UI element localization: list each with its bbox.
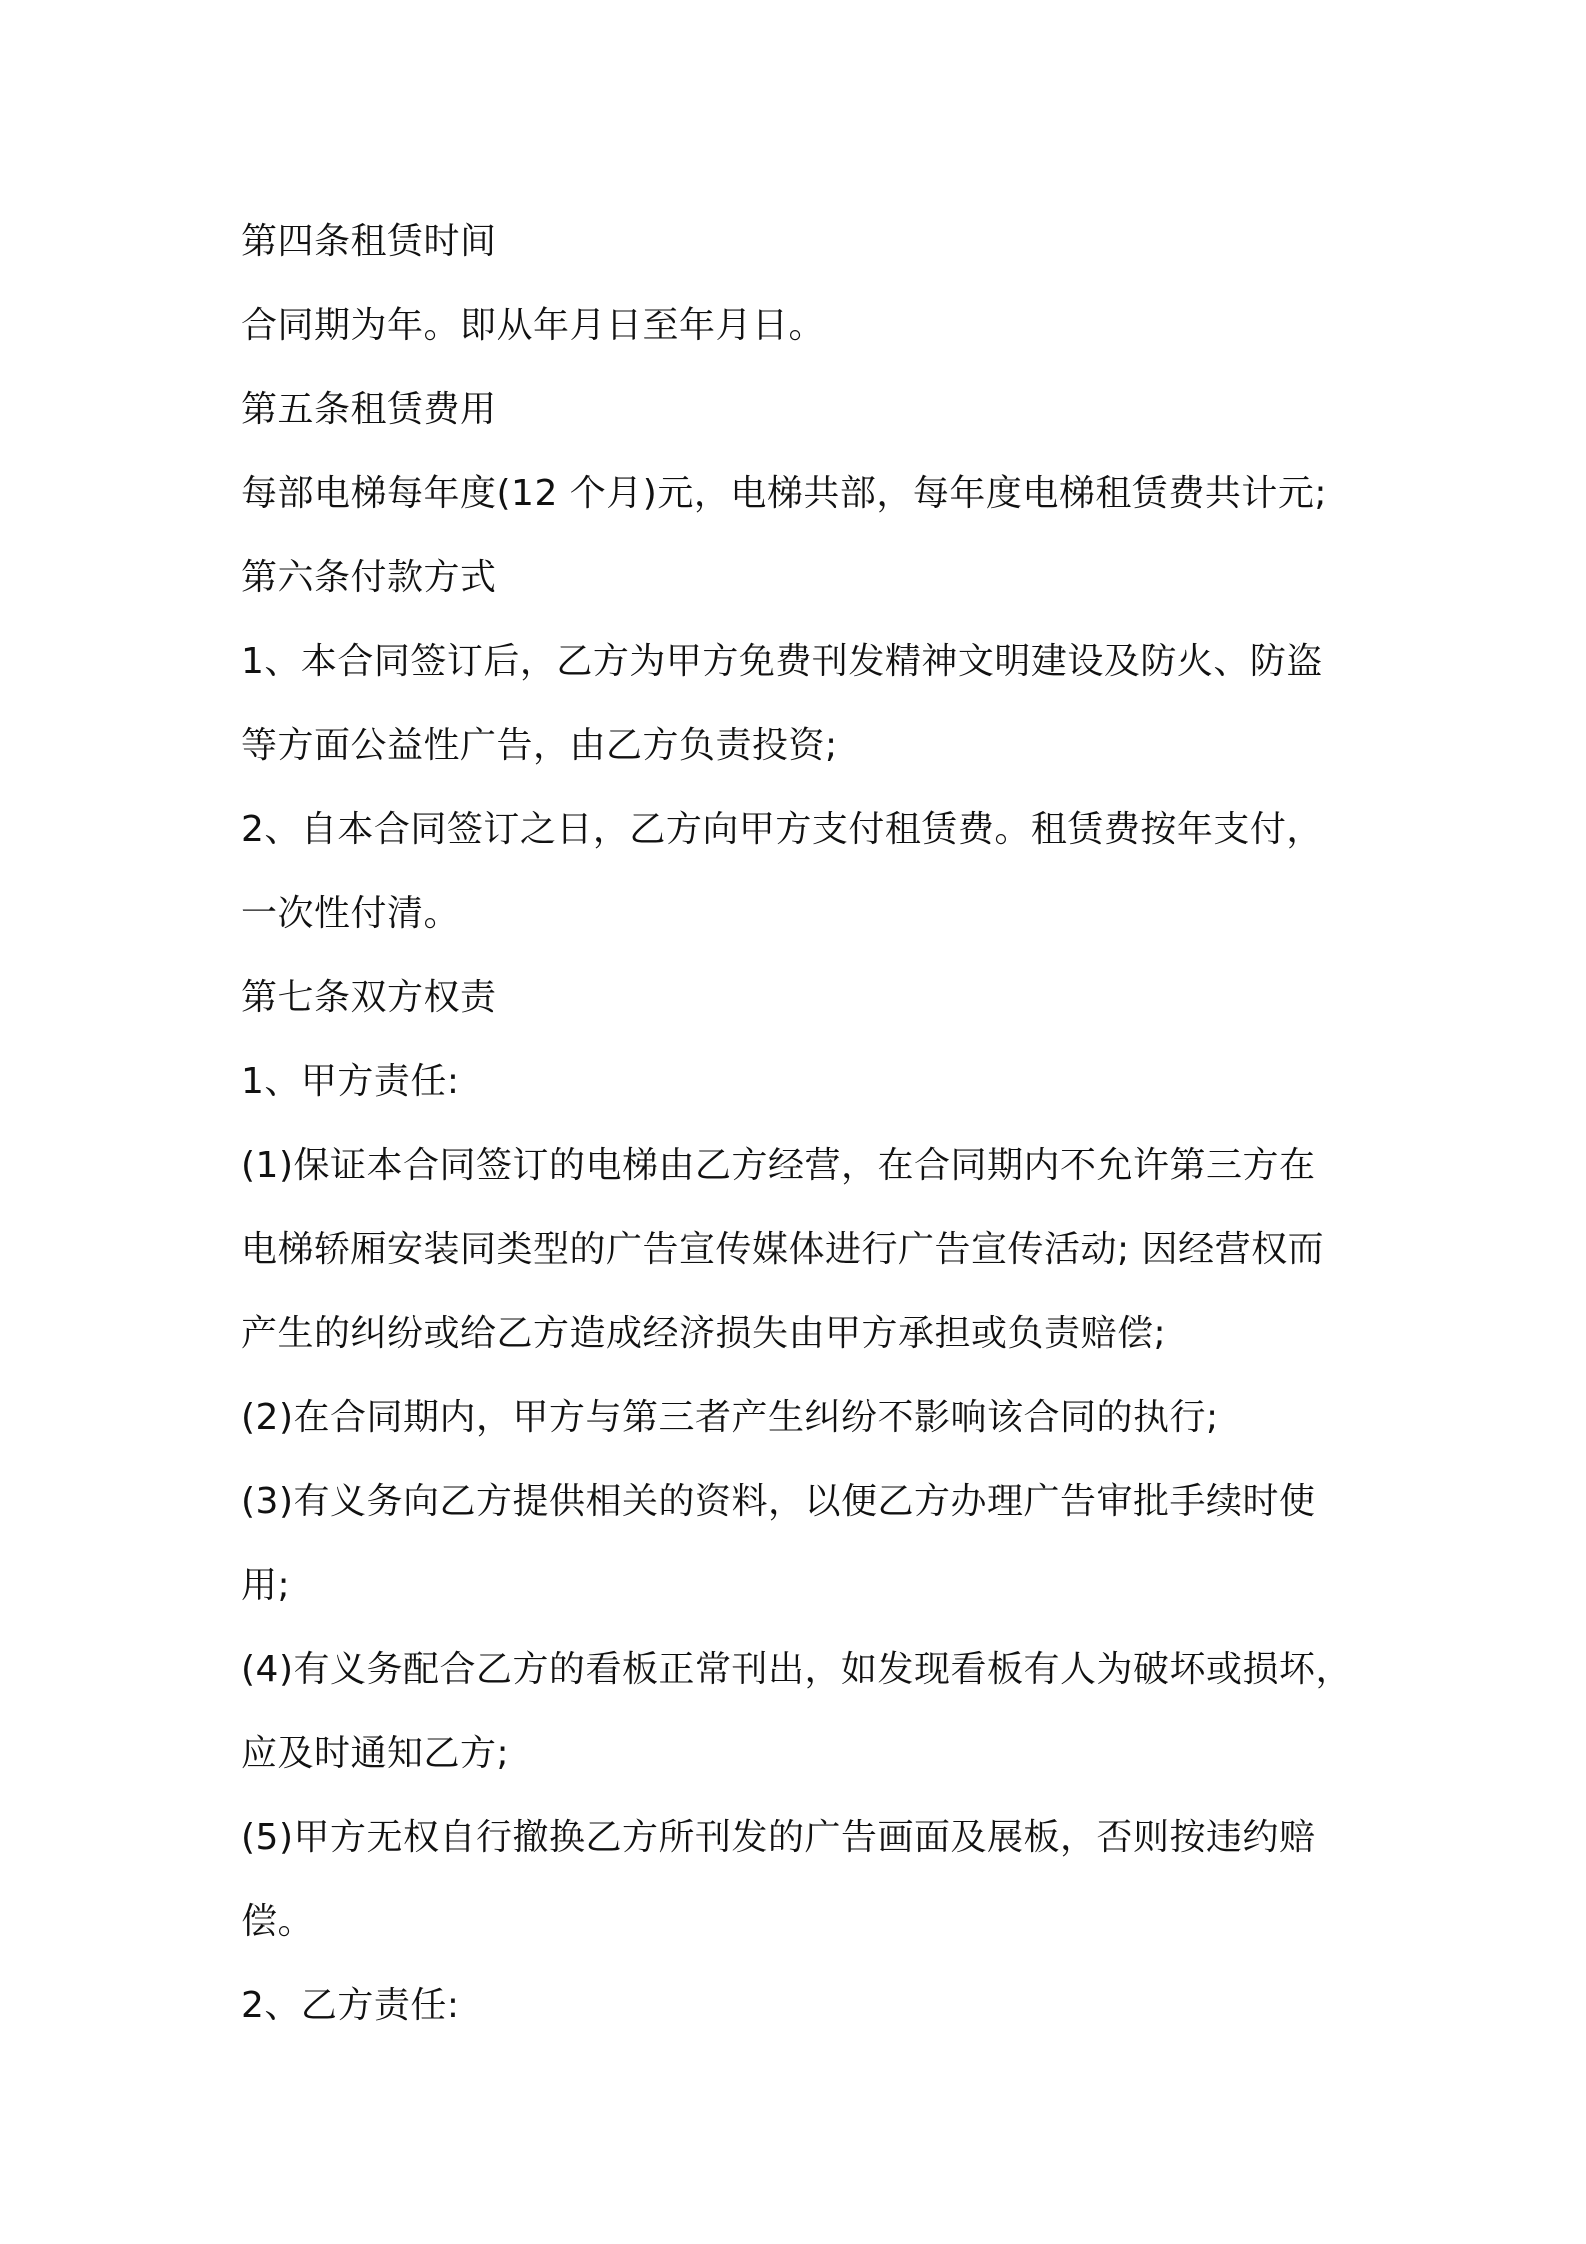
paragraph-line: 一次性付清。 [241, 893, 461, 934]
paragraph-line: 电梯轿厢安装同类型的广告宣传媒体进行广告宣传活动; 因经营权而 [241, 1229, 1325, 1270]
paragraph-line: 合同期为年。即从年月日至年月日。 [241, 305, 826, 346]
paragraph-line: (5)甲方无权自行撤换乙方所刊发的广告画面及展板，否则按违约赔 [241, 1817, 1316, 1858]
paragraph-line: 等方面公益性广告，由乙方负责投资; [241, 725, 838, 766]
paragraph-line: (4)有义务配合乙方的看板正常刊出，如发现看板有人为破坏或损坏， [241, 1649, 1352, 1690]
article-4-heading: 第四条租赁时间 [241, 221, 497, 262]
paragraph-line: (2)在合同期内，甲方与第三者产生纠纷不影响该合同的执行; [241, 1397, 1219, 1438]
subsection-heading: 2、乙方责任: [241, 1985, 460, 2026]
paragraph-line: 每部电梯每年度(12 个月)元，电梯共部，每年度电梯租赁费共计元; [241, 473, 1327, 514]
paragraph-line: (1)保证本合同签订的电梯由乙方经营，在合同期内不允许第三方在 [241, 1145, 1316, 1186]
paragraph-line: 1、本合同签订后，乙方为甲方免费刊发精神文明建设及防火、防盗 [241, 641, 1323, 682]
paragraph-line: 应及时通知乙方; [241, 1733, 510, 1774]
paragraph-line: 用; [241, 1565, 291, 1606]
article-7-heading: 第七条双方权责 [241, 977, 497, 1018]
paragraph-line: 2、自本合同签订之日，乙方向甲方支付租赁费。租赁费按年支付， [241, 809, 1323, 850]
paragraph-line: (3)有义务向乙方提供相关的资料，以便乙方办理广告审批手续时使 [241, 1481, 1316, 1522]
article-5-heading: 第五条租赁费用 [241, 389, 497, 430]
paragraph-line: 偿。 [241, 1901, 315, 1942]
subsection-heading: 1、甲方责任: [241, 1061, 460, 1102]
paragraph-line: 产生的纠纷或给乙方造成经济损失由甲方承担或负责赔偿; [241, 1313, 1167, 1354]
document-body [241, 200, 1361, 2048]
article-6-heading: 第六条付款方式 [241, 557, 497, 598]
